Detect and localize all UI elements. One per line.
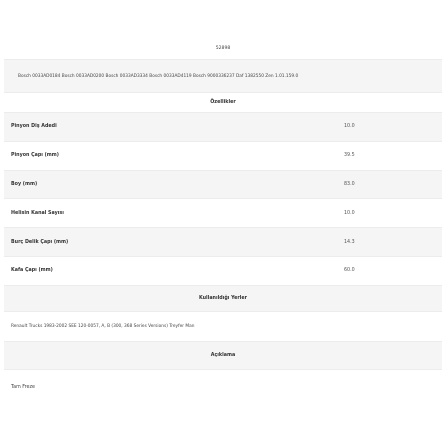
spec-label: Kafa Çapı (mm) [11,268,53,274]
description-heading-row [4,342,442,370]
spec-row [4,228,442,257]
product-code-row [4,38,442,60]
usage-heading: Kullanıldığı Yerler [198,295,248,301]
description-text: Tam Frezе [11,384,35,390]
spec-value: 39.5 [344,153,355,159]
spec-row [4,171,442,200]
spec-label: Boy (mm) [11,181,38,187]
description-row [4,370,442,410]
spec-value: 14.3 [344,239,355,245]
spec-row [4,142,442,171]
spec-value: 83.0 [344,181,355,187]
features-heading-row [4,93,442,113]
cross-reference-text: Bosch 0033AD0184 Bosch 0033AD0200 Bosch 0033AD3334 Bosch 0033AD4119 Bosch 9000336237 Daf 1382550 Zen 1.01.159.0 [18,73,299,79]
spec-label: Pinyon Çapı (mm) [11,153,59,159]
spec-label: Helisin Kanal Sayısı [11,210,64,216]
spec-row [4,257,442,286]
spec-row [4,113,442,142]
spec-row [4,199,442,228]
product-spec-table [4,38,442,410]
spec-value: 10.0 [344,210,355,216]
spec-value: 10.0 [344,124,355,130]
description-heading: Açıklama [210,352,236,358]
usage-heading-row [4,286,442,312]
usage-row [4,312,442,342]
spec-label: Pinyon Diş Adedi [11,124,57,130]
usage-text: Renault Trucks 1983-2002 SEE 120-0057, A, B (300, 368 Series Versions) Treyfer Man [11,323,195,329]
cross-reference-row [4,60,442,93]
spec-value: 60.0 [344,268,355,274]
spec-label: Burç Delik Çapı (mm) [11,239,69,245]
features-heading: Özellikler [210,100,236,105]
product-code: 52898 [215,46,231,51]
